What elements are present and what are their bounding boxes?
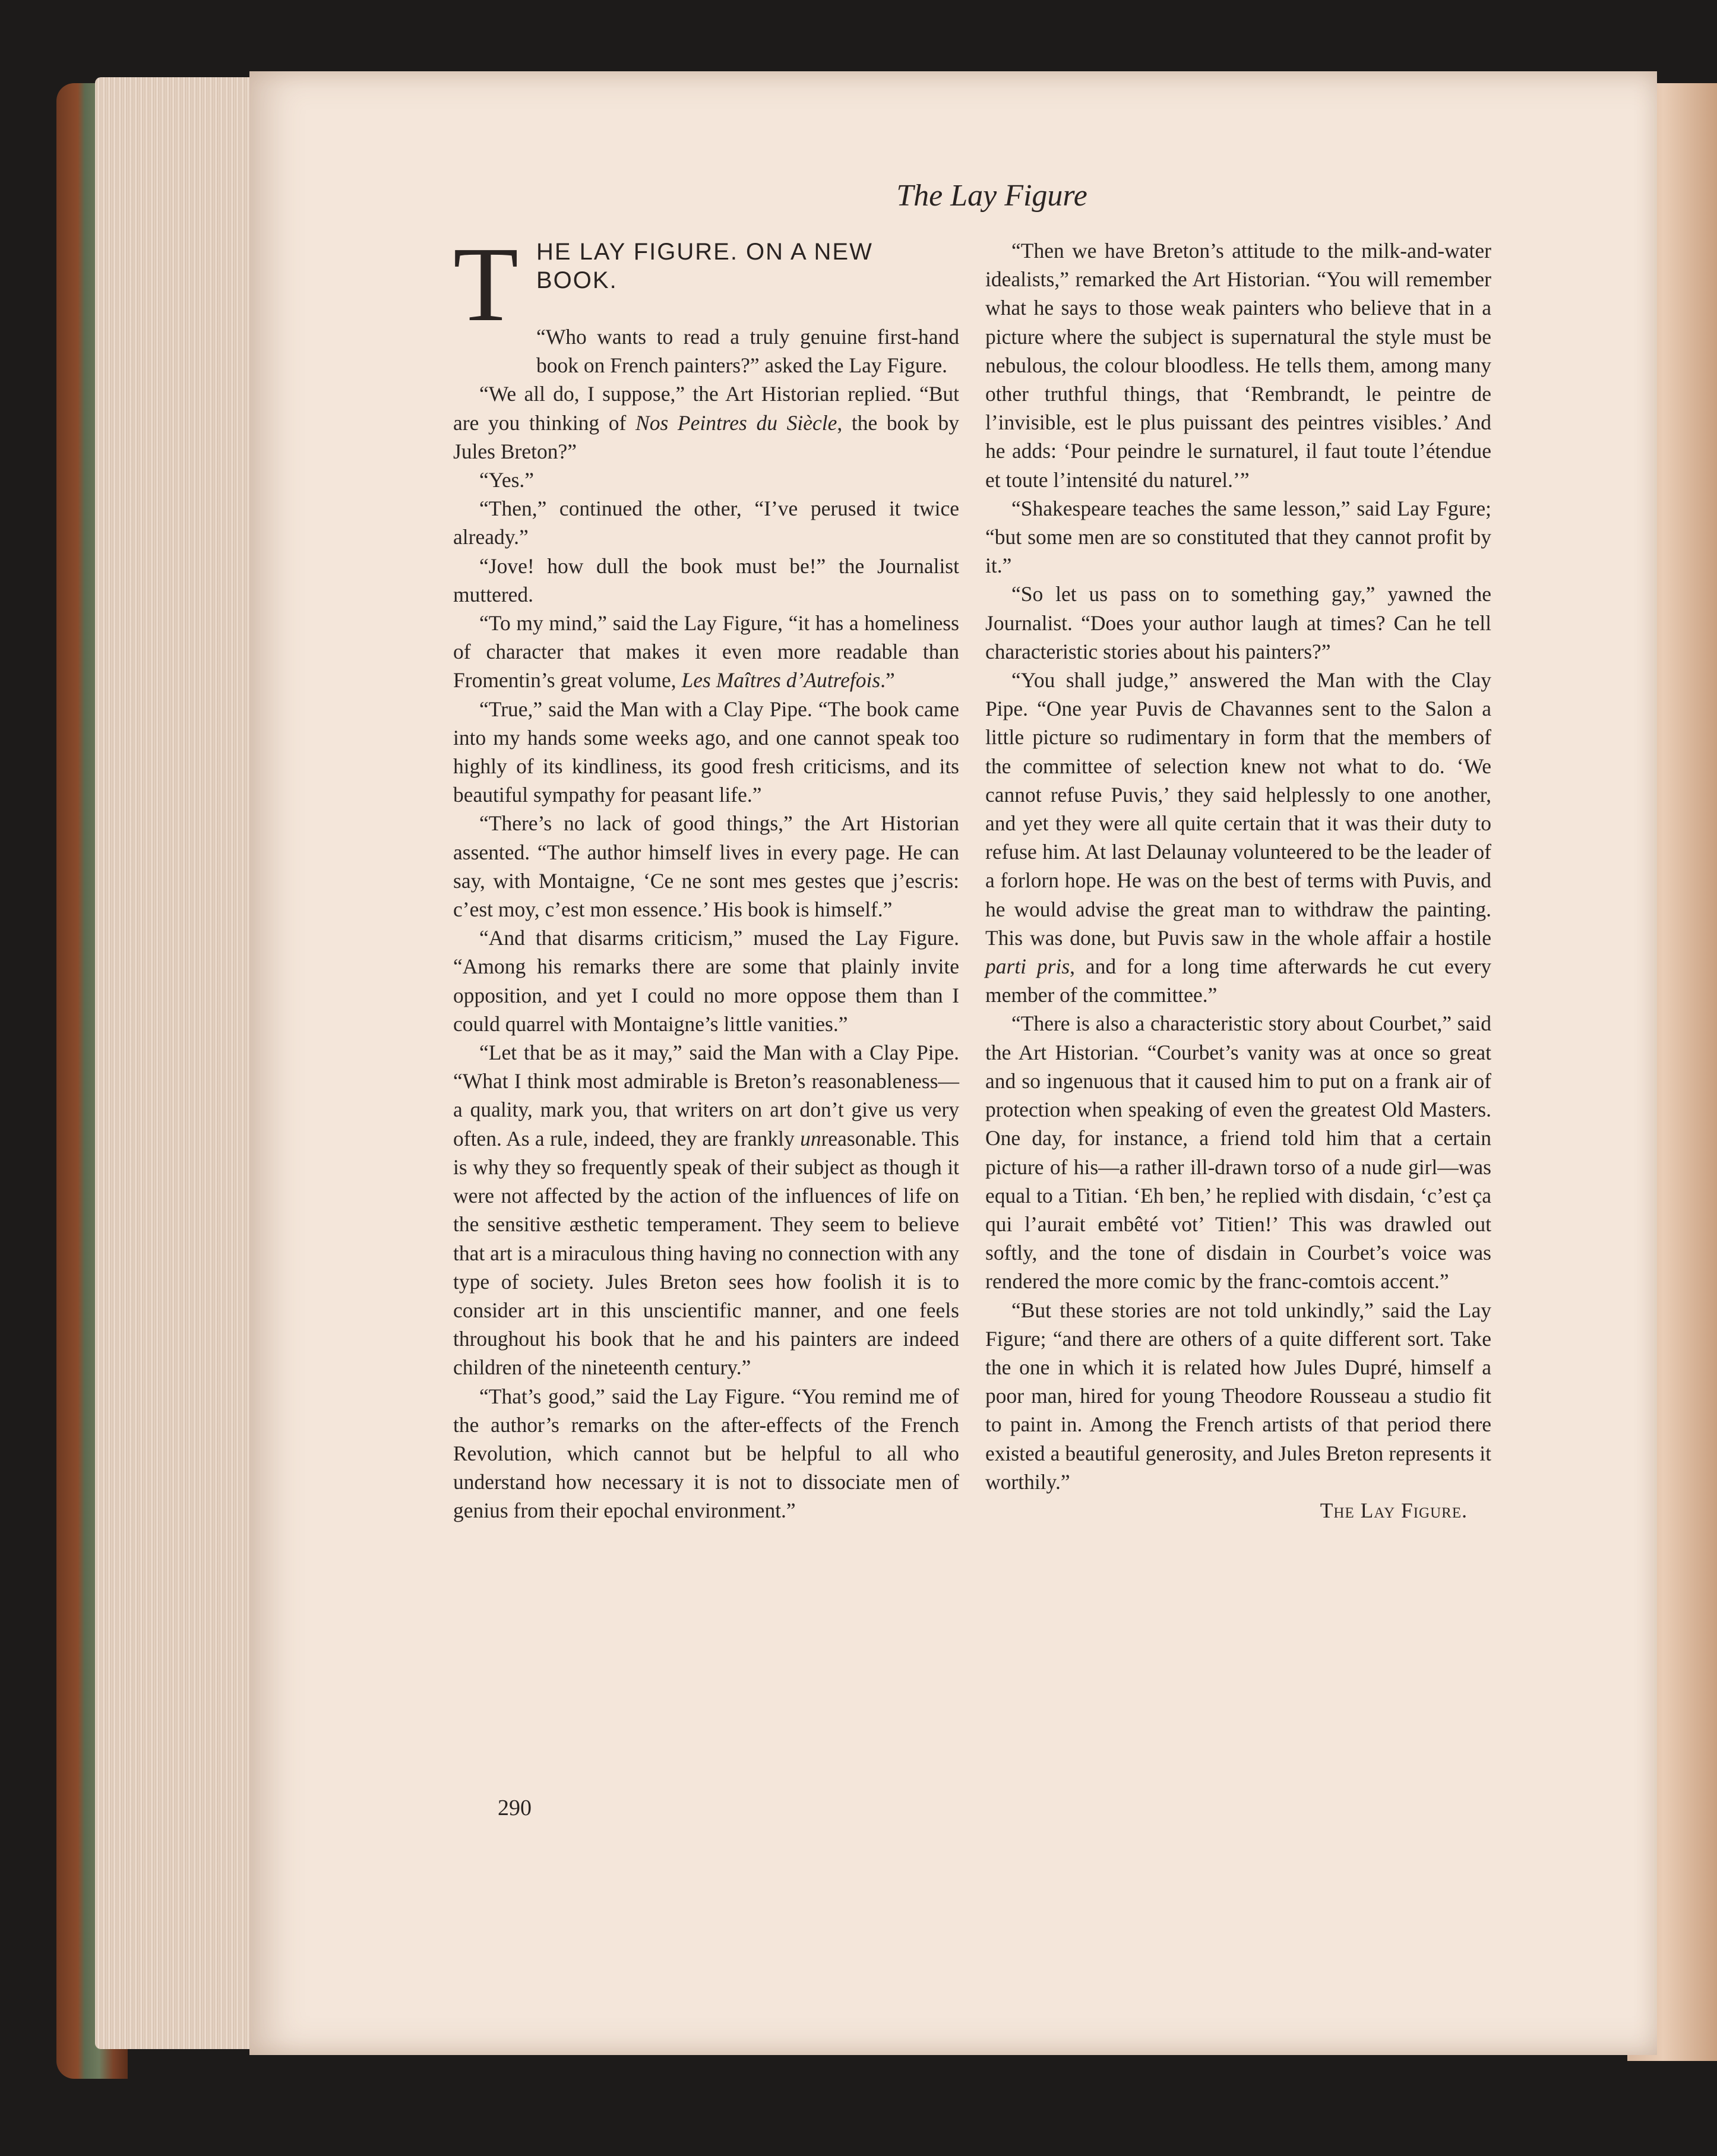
page-number: 290 [498, 1795, 532, 1820]
paragraph: “But these stories are not told unkindly,” said the Lay Figure; “and there are others of a quite different sort. Take the one in which it is related how Jules Dupré, himself a poor man, hired for young Theodore Rousseau a studio fit to paint in. Among the French artists of that period there existed a beautiful generosity, and Jules Breton represents it worthily.” [985, 1298, 1491, 1494]
paragraph: “We all do, I suppose,” the Art Historian replied. “But are you thinking of Nos Peintres du Siècle, the book by Jules Breton?” [453, 382, 959, 463]
paragraph: “Yes.” [479, 468, 535, 492]
drop-cap: T [453, 225, 518, 343]
paragraph: “Shakespeare teaches the same lesson,” said Lay Fgure; “but some men are so constituted that they cannot profit by it.” [985, 496, 1491, 578]
left-column [453, 225, 959, 1525]
signature: The Lay Figure. [1320, 1498, 1468, 1522]
paragraph: “That’s good,” said the Lay Figure. “You remind me of the author’s remarks on the after-effects of the French Revolution, which cannot but be helpful to all who understand how necessary it is not to dissociate men of genius from their epochal environment.” [453, 1384, 959, 1523]
paragraph: “Then we have Breton’s attitude to the milk-and-water idealists,” remarked the Art Historian. “You will remember what he says to those weak painters who believe that in a picture where the subject is supernatural the style must be nebulous, the colour bloodless. He tells them, among many other truthful things, that ‘Rembrandt, le peintre de l’invisible, est le plus puissant des peintres visibles.’ And he adds: ‘Pour peindre le surnaturel, il faut toute l’étendue et toute l’intensité du naturel.’” [985, 239, 1491, 492]
paragraph: “Then,” continued the other, “I’ve perused it twice already.” [453, 497, 959, 549]
paragraph: “You shall judge,” answered the Man with the Clay Pipe. “One year Puvis de Chavannes sent to the Salon a little picture so rudimentary in form that the members of the committee of selection knew not what to do. ‘We cannot refuse Puvis,’ they said helplessly to one another, and yet they were all quite certain that it was their duty to refuse him. At last Delaunay volunteered to be the leader of a forlorn hope. He was on the best of terms with Puvis, and he would advise the great man to withdraw the painting. This was done, but Puvis saw in the whole affair a hostile parti pris, and for a long time afterwards he cut every member of the committee.” [985, 668, 1491, 1007]
headline-text: HE LAY FIGURE. ON A NEW BOOK. [536, 239, 873, 293]
paragraph: “So let us pass on to something gay,” yawned the Journalist. “Does your author laugh at times? Can he tell characteristic stories about his painters?” [985, 582, 1491, 663]
paragraph: “Who wants to read a truly genuine first-hand book on French painters?” asked the Lay Figure. [536, 325, 959, 378]
article-headline [453, 225, 959, 346]
right-column [985, 236, 1491, 1525]
paragraph: “And that disarms criticism,” mused the Lay Figure. “Among his remarks there are some that plainly invite opposition, and yet I could no more oppose them than I could quarrel with Montaigne’s little vanities.” [453, 926, 959, 1036]
paragraph: “True,” said the Man with a Clay Pipe. “The book came into my hands some weeks ago, and one cannot speak too highly of its kindliness, its good fresh criticisms, and its beautiful sympathy for peasant life.” [453, 697, 959, 807]
paragraph: “To my mind,” said the Lay Figure, “it has a homeliness of character that makes it even more readable than Fromentin’s great volume, Les Maîtres d’Autrefois.” [453, 611, 959, 693]
paragraph: “Jove! how dull the book must be!” the Journalist muttered. [453, 554, 959, 606]
running-head: The Lay Figure [896, 179, 1087, 213]
paragraph: “There is also a characteristic story about Courbet,” said the Art Historian. “Courbet’s vanity was at once so great and so ingenuous that it caused him to put on a frank air of protection when speaking of even the greatest Old Masters. One day, for instance, a friend told him that a certain picture of his—a rather ill-drawn torso of a nude girl—was equal to a Titian. ‘Eh ben,’ he replied with disdain, ‘c’est ça qui l’aurait embêté vot’ Titien!’ This was drawled out softly, and the tone of disdain in Courbet’s voice was rendered the more comic by the franc-comtois accent.” [985, 1011, 1491, 1294]
paragraph: “There’s no lack of good things,” the Art Historian assented. “The author himself lives in every page. He can say, with Montaigne, ‘Ce ne sont mes gestes que j’escris: c’est moy, c’est mon essence.’ His book is himself.” [453, 811, 959, 922]
paragraph: “Let that be as it may,” said the Man with a Clay Pipe. “What I think most admirable is Breton’s reasonableness—a quality, mark you, that writers on art don’t give us very often. As a rule, indeed, they are frankly unreasonable. This is why they so frequently speak of their subject as though it were not affected by the action of the influences of life on the sensitive æsthetic temperament. They seem to believe that art is a miraculous thing having no connection with any type of society. Jules Breton sees how foolish it is to consider art in this unscientific manner, and one feels throughout his book that he and his painters are indeed children of the nineteenth century.” [453, 1041, 959, 1380]
